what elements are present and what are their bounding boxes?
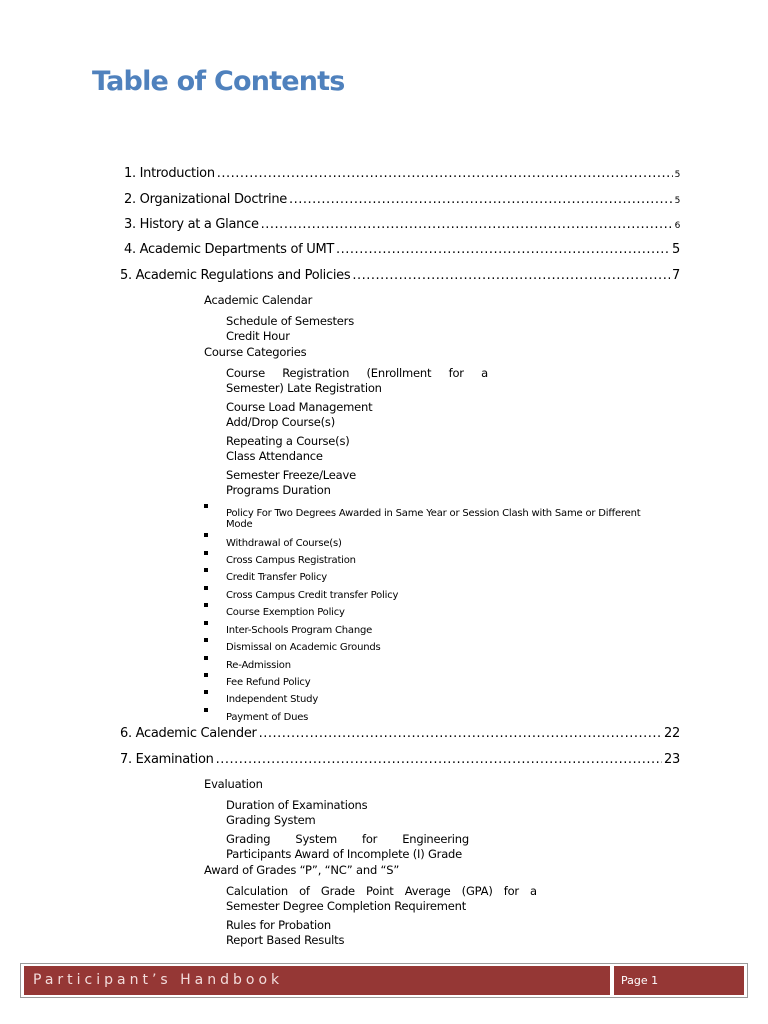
toc-subentry-course-registration: Course Registration (Enrollment for a <box>226 366 488 380</box>
bullet-marker <box>204 568 208 572</box>
bullet-marker <box>204 603 208 607</box>
toc-subentry-semester-degree: Semester Degree Completion Requirement <box>226 898 467 913</box>
toc-subentry-duration: Duration of Examinations <box>226 798 368 812</box>
bullet-marker <box>204 504 208 508</box>
toc-entry-label: 2. Organizational Doctrine <box>124 192 287 207</box>
toc-entry-label: 4. Academic Departments of UMT <box>124 242 335 257</box>
toc-leader <box>336 242 670 258</box>
toc-page-number: 22 <box>664 726 680 741</box>
bullet-marker <box>204 551 208 555</box>
toc-subentry-group <box>226 884 537 913</box>
toc-leader <box>259 726 662 742</box>
bullet-item: Course Exemption Policy <box>226 607 345 618</box>
toc-subentry-repeating: Repeating a Course(s) <box>226 434 350 448</box>
toc-entry-label: 5. Academic Regulations and Policies <box>120 268 351 283</box>
toc-subentry-schedule: Schedule of Semesters <box>226 314 354 328</box>
toc-leader <box>216 752 662 768</box>
toc-entry-label: 1. Introduction <box>124 166 215 181</box>
toc-page-number: 5 <box>674 196 680 206</box>
toc-entry-label: 3. History at a Glance <box>124 217 259 232</box>
toc-leader <box>352 268 670 284</box>
toc-entry-organizational-doctrine[interactable] <box>124 192 680 209</box>
bullet-marker <box>204 656 208 660</box>
bullet-marker <box>204 586 208 590</box>
toc-subentry-group <box>226 832 469 861</box>
toc-subentry-report-based: Report Based Results <box>226 932 345 947</box>
page-title: Table of Contents <box>92 66 345 97</box>
bullet-item: Independent Study <box>226 694 319 705</box>
bullet-item: Cross Campus Credit transfer Policy <box>226 590 399 601</box>
bullet-marker <box>204 690 208 694</box>
bullet-item: Cross Campus Registration <box>226 555 356 566</box>
toc-subentry-calculation-gpa: Calculation of Grade Point Average (GPA) for a <box>226 884 537 898</box>
toc-entry-label: 7. Examination <box>120 752 214 767</box>
footer-page-number: Page 1 <box>614 966 744 995</box>
toc-subentry-rules-probation: Rules for Probation <box>226 918 331 932</box>
toc-subentry-evaluation: Evaluation <box>204 777 263 791</box>
bullet-item: Fee Refund Policy <box>226 677 311 688</box>
toc-subentry-award-of-grades: Award of Grades “P”, “NC” and “S” <box>204 863 400 877</box>
toc-subentry-programs-duration: Programs Duration <box>226 482 331 497</box>
toc-entry-introduction[interactable] <box>124 166 680 183</box>
toc-subentry-add-drop: Add/Drop Course(s) <box>226 414 335 429</box>
toc-page-number: 5 <box>674 170 680 180</box>
toc-entry-academic-regulations[interactable] <box>120 268 680 284</box>
toc-leader <box>289 192 673 208</box>
bullet-item-continuation: Mode <box>226 519 253 530</box>
toc-subentry-credit-hour: Credit Hour <box>226 328 290 343</box>
toc-subentry-academic-calendar: Academic Calendar <box>204 293 313 307</box>
toc-entry-history[interactable] <box>124 217 680 234</box>
bullet-item: Policy For Two Degrees Awarded in Same Year or Session Clash with Same or Different <box>226 508 641 519</box>
toc-subentry-class-attendance: Class Attendance <box>226 448 323 463</box>
bullet-item: Payment of Dues <box>226 712 309 723</box>
toc-leader <box>261 217 673 233</box>
toc-entry-academic-calender[interactable] <box>120 726 680 742</box>
footer-handbook-title: Participant’s Handbook <box>24 966 610 995</box>
bullet-marker <box>204 533 208 537</box>
bullet-marker <box>204 621 208 625</box>
toc-subentry-group <box>226 434 350 463</box>
toc-page-number: 6 <box>674 221 680 231</box>
bullet-marker <box>204 638 208 642</box>
bullet-item: Re-Admission <box>226 660 291 671</box>
toc-page-number: 23 <box>664 752 680 767</box>
toc-subentry-semester-freeze: Semester Freeze/Leave <box>226 468 357 482</box>
toc-subentry-group <box>226 468 356 497</box>
toc-entry-academic-departments[interactable] <box>124 242 680 258</box>
toc-subentry-group <box>226 400 372 429</box>
toc-subentry-late-registration: Semester) Late Registration <box>226 380 382 395</box>
toc-subentry-group <box>226 798 367 827</box>
toc-leader <box>217 166 673 182</box>
bullet-item: Credit Transfer Policy <box>226 572 328 583</box>
bullet-item: Dismissal on Academic Grounds <box>226 642 381 653</box>
toc-page-number: 7 <box>672 268 680 283</box>
toc-subentry-group <box>226 366 488 395</box>
bullet-marker <box>204 673 208 677</box>
toc-entry-examination[interactable] <box>120 752 680 768</box>
bullet-item: Inter-Schools Program Change <box>226 625 373 636</box>
toc-entry-label: 6. Academic Calender <box>120 726 257 741</box>
toc-subentry-course-load: Course Load Management <box>226 400 373 414</box>
toc-page-number: 5 <box>672 242 680 257</box>
bullet-item: Withdrawal of Course(s) <box>226 538 342 549</box>
toc-subentry-course-categories: Course Categories <box>204 345 307 359</box>
toc-subentry-grading-system: Grading System <box>226 812 316 827</box>
toc-subentry-group <box>226 918 344 947</box>
bullet-marker <box>204 708 208 712</box>
toc-subentry-grading-engineering: Grading System for Engineering <box>226 832 469 846</box>
toc-subentry-group <box>226 314 354 343</box>
toc-subentry-participants-award: Participants Award of Incomplete (I) Grade <box>226 846 463 861</box>
